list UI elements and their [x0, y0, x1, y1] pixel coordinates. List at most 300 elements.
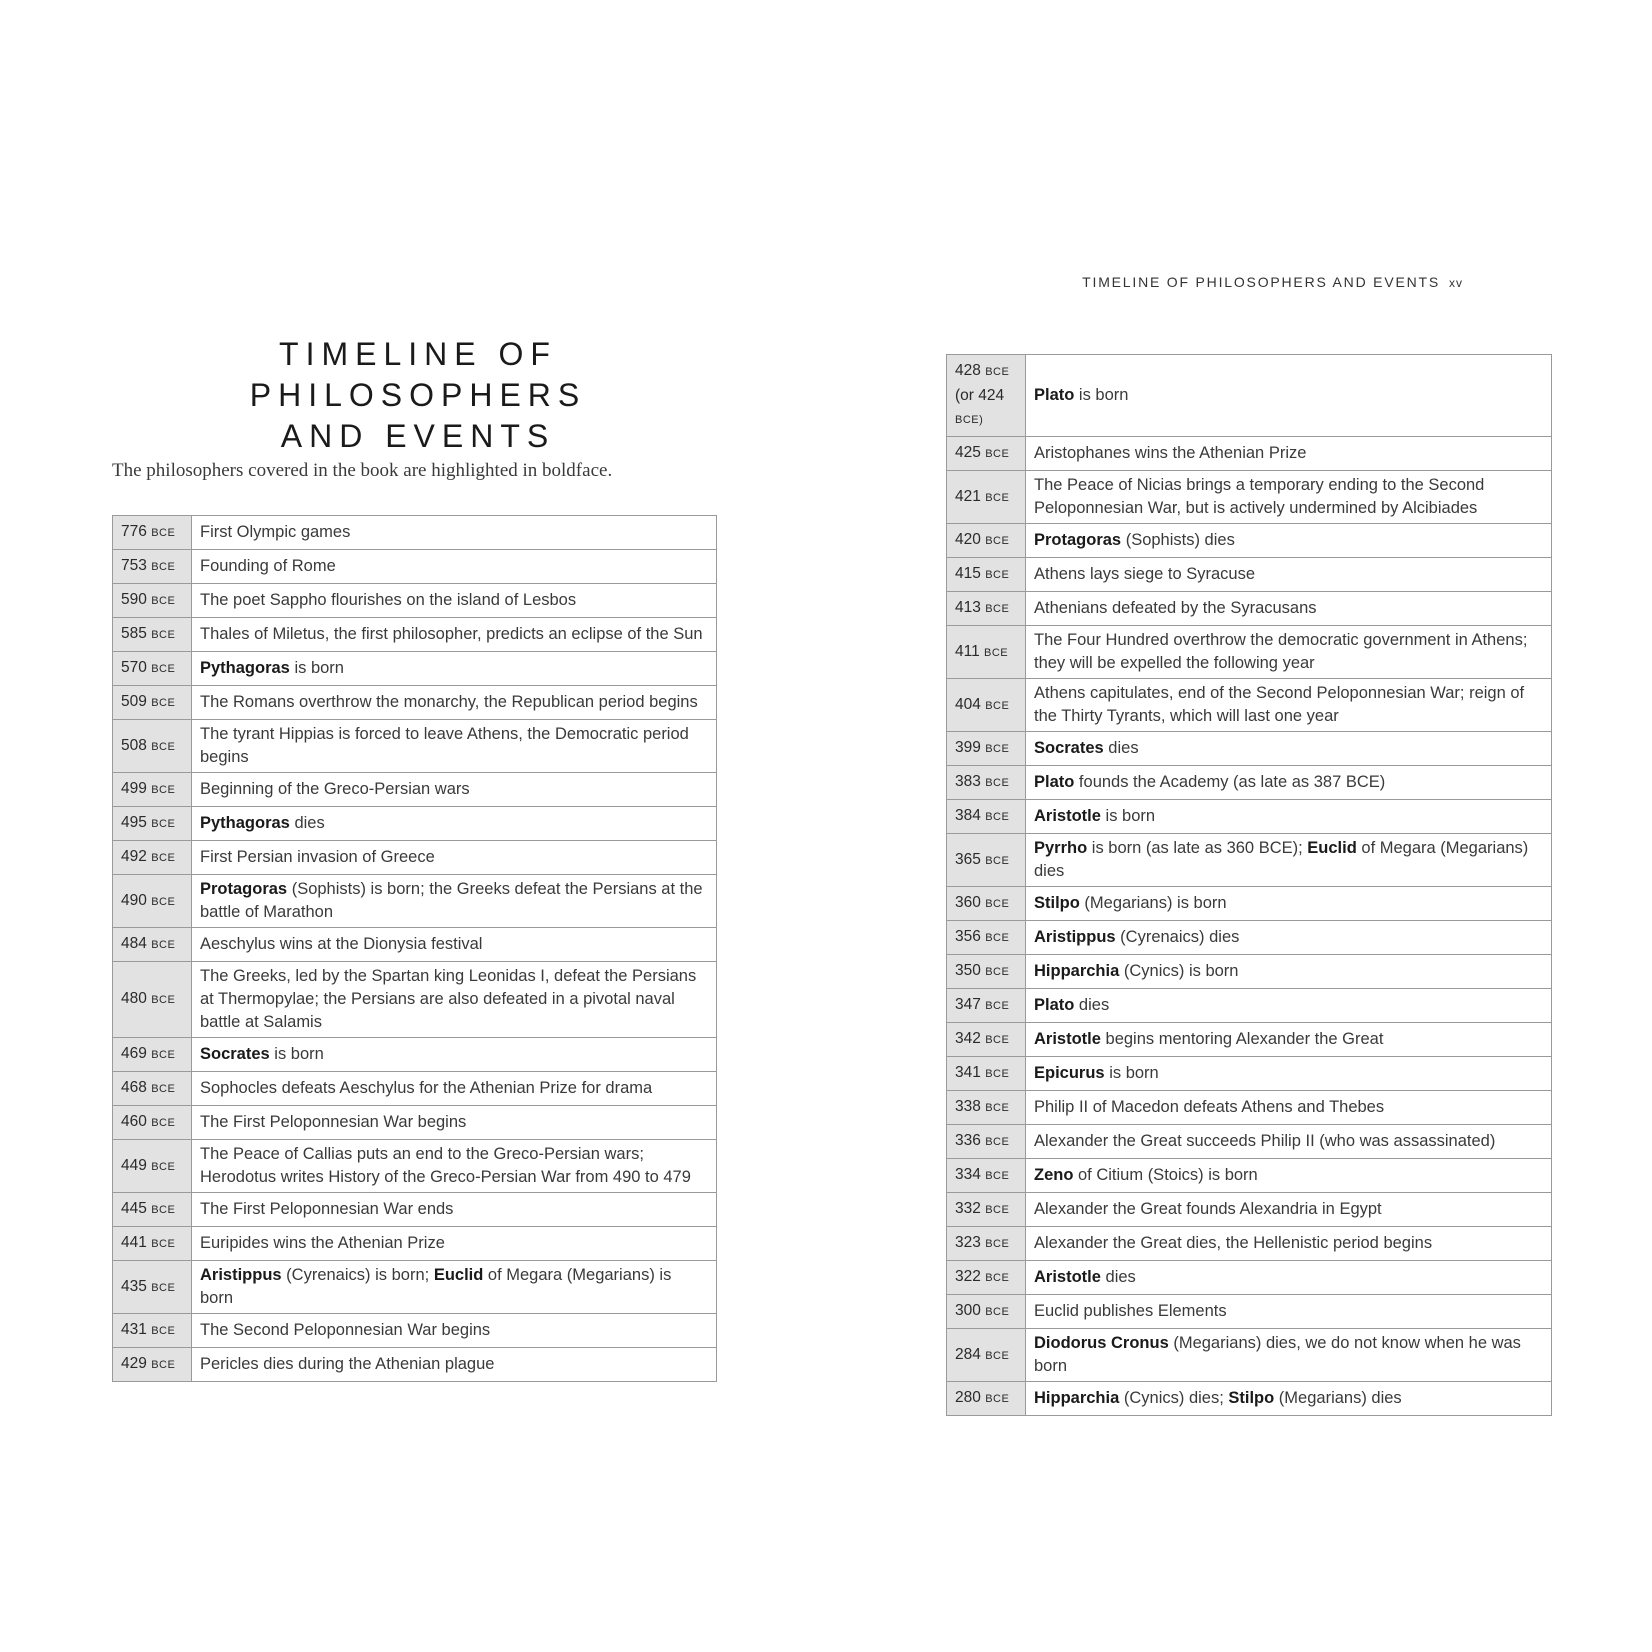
event-text: Alexander the Great succeeds Philip II (who was assassinated) — [1034, 1132, 1496, 1150]
year-cell — [113, 928, 192, 962]
event-cell — [192, 1038, 717, 1072]
table-row — [947, 1193, 1552, 1227]
year-number: 280 — [955, 1389, 981, 1406]
year-number: 490 — [121, 891, 147, 909]
year-number: 336 — [955, 1132, 981, 1149]
era-label: BCE — [151, 895, 176, 908]
event-cell — [1026, 1193, 1552, 1227]
event-cell — [192, 1106, 717, 1140]
event-text: (Megarians) is born — [1079, 894, 1227, 912]
event-cell — [1026, 1057, 1552, 1091]
table-row — [113, 516, 717, 550]
table-row — [947, 1227, 1552, 1261]
event-text: The Peace of Nicias brings a temporary ending to the Second Peloponnesian War, but is actively undermined by Alcibiades — [1034, 476, 1485, 517]
year-cell — [947, 679, 1026, 732]
era-label: BCE — [151, 1359, 176, 1371]
year-cell — [947, 592, 1026, 626]
event-cell — [192, 584, 717, 618]
event-cell — [1026, 558, 1552, 592]
year-cell — [113, 1072, 192, 1106]
era-label: BCE — [151, 1204, 176, 1216]
table-row — [113, 618, 717, 652]
year-cell — [947, 1261, 1026, 1295]
year-number: 468 — [121, 1079, 147, 1096]
year-cell — [947, 626, 1026, 679]
table-row — [113, 1261, 717, 1314]
event-text: (Cyrenaics) is born; — [281, 1266, 434, 1284]
event-text: Pericles dies during the Athenian plague — [200, 1355, 495, 1373]
year-cell — [947, 921, 1026, 955]
era-label: BCE — [985, 535, 1010, 547]
table-row — [113, 1106, 717, 1140]
philosopher-name: Aristippus — [200, 1266, 282, 1284]
event-cell — [1026, 766, 1552, 800]
event-cell — [192, 516, 717, 550]
era-label: BCE — [985, 898, 1010, 910]
timeline-table-right — [946, 354, 1552, 1416]
event-text: Thales of Miletus, the first philosopher, predicts an eclipse of the Sun — [200, 625, 703, 643]
year-number: 404 — [955, 695, 981, 713]
table-row — [113, 841, 717, 875]
era-label: BCE — [985, 448, 1010, 460]
event-text: Beginning of the Greco-Persian wars — [200, 780, 470, 798]
year-number: 415 — [955, 565, 981, 582]
era-label: BCE — [151, 697, 176, 709]
event-cell — [1026, 592, 1552, 626]
year-number: 590 — [121, 591, 147, 608]
year-cell — [947, 355, 1026, 437]
year-number: 338 — [955, 1098, 981, 1115]
event-text: The Second Peloponnesian War begins — [200, 1321, 491, 1339]
era-label: BCE — [151, 561, 176, 573]
philosopher-name: Euclid — [1307, 839, 1357, 857]
year-cell — [947, 1125, 1026, 1159]
year-cell — [947, 1091, 1026, 1125]
year-cell — [947, 887, 1026, 921]
year-number: 509 — [121, 693, 147, 710]
philosopher-name: Hipparchia — [1034, 1389, 1120, 1407]
philosopher-name: Protagoras — [200, 880, 288, 898]
philosopher-name: Zeno — [1034, 1166, 1074, 1184]
table-row — [947, 834, 1552, 887]
year-cell — [947, 1159, 1026, 1193]
year-cell — [947, 989, 1026, 1023]
era-label: BCE — [985, 1393, 1010, 1405]
table-row — [113, 1193, 717, 1227]
event-cell — [192, 1072, 717, 1106]
table-row — [113, 652, 717, 686]
running-head: TIMELINE OF PHILOSOPHERS AND EVENTS — [1082, 274, 1440, 290]
year-number: 356 — [955, 928, 981, 945]
event-cell — [192, 928, 717, 962]
event-cell — [1026, 1091, 1552, 1125]
event-text: Euclid publishes Elements — [1034, 1302, 1227, 1320]
table-row — [113, 550, 717, 584]
year-number: 570 — [121, 659, 147, 676]
event-text: Founding of Rome — [200, 557, 336, 575]
table-row — [947, 437, 1552, 471]
year-cell — [947, 800, 1026, 834]
table-row — [113, 1227, 717, 1261]
year-number: 332 — [955, 1200, 981, 1217]
year-number: 347 — [955, 996, 981, 1013]
table-row — [947, 355, 1552, 437]
event-cell — [192, 875, 717, 928]
year-number: 428 — [955, 362, 981, 379]
event-text: dies — [289, 814, 325, 832]
philosopher-name: Hipparchia — [1034, 962, 1120, 980]
year-cell — [113, 773, 192, 807]
era-label: BCE — [151, 1083, 176, 1095]
year-number: 508 — [121, 736, 147, 754]
year-cell — [113, 1348, 192, 1382]
event-cell — [192, 1193, 717, 1227]
philosopher-name: Aristotle — [1034, 1268, 1101, 1286]
philosopher-name: Plato — [1034, 996, 1075, 1014]
event-cell — [192, 841, 717, 875]
event-cell — [1026, 1261, 1552, 1295]
year-cell — [947, 955, 1026, 989]
table-row — [113, 1348, 717, 1382]
philosopher-name: Socrates — [1034, 739, 1104, 757]
event-cell — [1026, 921, 1552, 955]
year-cell — [947, 437, 1026, 471]
era-label: BCE — [985, 699, 1010, 712]
event-cell — [1026, 1125, 1552, 1159]
event-text: The Peace of Callias puts an end to the Greco-Persian wars; Herodotus writes History of the Greco-Persian War from 490 to 479 — [200, 1145, 691, 1186]
era-label: BCE — [151, 629, 176, 641]
event-text: (Megarians) dies, we do not know when he was born — [1034, 1334, 1521, 1375]
event-cell — [1026, 471, 1552, 524]
event-cell — [1026, 800, 1552, 834]
year-cell — [947, 732, 1026, 766]
event-cell — [192, 773, 717, 807]
intro-text: The philosophers covered in the book are highlighted in boldface. — [112, 460, 613, 481]
year-number: 484 — [121, 935, 147, 952]
event-text: The First Peloponnesian War begins — [200, 1113, 467, 1131]
event-text: Athenians defeated by the Syracusans — [1034, 599, 1317, 617]
event-cell — [1026, 1023, 1552, 1057]
era-label: BCE — [985, 1272, 1010, 1284]
year-cell — [947, 1295, 1026, 1329]
event-cell — [1026, 1227, 1552, 1261]
table-row — [947, 887, 1552, 921]
year-cell — [113, 720, 192, 773]
year-cell — [947, 524, 1026, 558]
year-number: 360 — [955, 894, 981, 911]
event-cell — [1026, 989, 1552, 1023]
philosopher-name: Aristotle — [1034, 807, 1101, 825]
year-number: 460 — [121, 1113, 147, 1130]
table-row — [947, 1159, 1552, 1193]
table-row — [947, 1023, 1552, 1057]
event-text: (Megarians) dies — [1274, 1389, 1402, 1407]
year-number: 284 — [955, 1345, 981, 1363]
year-number: 421 — [955, 487, 981, 505]
event-cell — [1026, 1329, 1552, 1382]
event-cell — [1026, 887, 1552, 921]
era-label: BCE — [151, 939, 176, 951]
year-cell — [113, 875, 192, 928]
year-cell — [113, 1261, 192, 1314]
philosopher-name: Aristippus — [1034, 928, 1116, 946]
year-number: 480 — [121, 990, 147, 1007]
table-row — [113, 773, 717, 807]
year-number: 435 — [121, 1277, 147, 1295]
era-label: BCE — [985, 1102, 1010, 1114]
era-label: BCE — [151, 784, 176, 796]
event-text: The Four Hundred overthrow the democratic government in Athens; they will be expelled the following year — [1034, 631, 1528, 672]
table-row — [947, 1091, 1552, 1125]
philosopher-name: Pythagoras — [200, 659, 290, 677]
table-row — [113, 686, 717, 720]
event-text: is born — [289, 659, 344, 677]
table-row — [947, 524, 1552, 558]
year-number: 441 — [121, 1234, 147, 1251]
era-label: BCE — [985, 966, 1010, 978]
year-number: 469 — [121, 1045, 147, 1062]
event-cell — [1026, 1295, 1552, 1329]
year-number: 445 — [121, 1200, 147, 1217]
era-label: BCE — [151, 595, 176, 607]
table-row — [947, 1261, 1552, 1295]
era-label: BCE — [985, 1170, 1010, 1182]
event-text: (Cynics) dies; — [1119, 1389, 1229, 1407]
table-row — [113, 720, 717, 773]
table-row — [113, 584, 717, 618]
philosopher-name: Socrates — [200, 1045, 270, 1063]
era-label: BCE — [985, 491, 1010, 504]
year-number: 776 — [121, 523, 147, 540]
philosopher-name: Protagoras — [1034, 531, 1122, 549]
event-cell — [1026, 679, 1552, 732]
era-label: BCE — [985, 366, 1010, 378]
year-number: 585 — [121, 625, 147, 642]
event-cell — [1026, 437, 1552, 471]
philosopher-name: Plato — [1034, 773, 1075, 791]
page-title-line-2: AND EVENTS — [280, 418, 556, 454]
event-text: dies — [1074, 996, 1110, 1014]
year-number: 753 — [121, 557, 147, 574]
era-label: BCE — [151, 852, 176, 864]
table-row — [947, 1125, 1552, 1159]
event-cell — [192, 807, 717, 841]
table-row — [113, 1072, 717, 1106]
year-number: 322 — [955, 1268, 981, 1285]
year-number: 492 — [121, 848, 147, 865]
year-cell — [947, 1057, 1026, 1091]
year-number: 300 — [955, 1302, 981, 1319]
era-label: BCE — [985, 1034, 1010, 1046]
era-label: BCE — [151, 663, 176, 675]
event-cell — [1026, 834, 1552, 887]
event-text: Aristophanes wins the Athenian Prize — [1034, 444, 1307, 462]
year-cell — [113, 1038, 192, 1072]
year-number: 425 — [955, 444, 981, 461]
page-title-line-1: TIMELINE OF PHILOSOPHERS — [249, 336, 587, 413]
era-label: BCE — [985, 811, 1010, 823]
event-text: begins mentoring Alexander the Great — [1100, 1030, 1384, 1048]
event-text: Sophocles defeats Aeschylus for the Athenian Prize for drama — [200, 1079, 653, 1097]
event-cell — [1026, 524, 1552, 558]
table-row — [947, 989, 1552, 1023]
year-number: 429 — [121, 1355, 147, 1372]
philosopher-name: Diodorus Cronus — [1034, 1334, 1169, 1352]
year-cell — [113, 841, 192, 875]
timeline-table-left — [112, 515, 717, 1382]
year-cell — [113, 516, 192, 550]
year-number: 323 — [955, 1234, 981, 1251]
year-number: 350 — [955, 962, 981, 979]
philosopher-name: Stilpo — [1228, 1389, 1275, 1407]
event-text: Alexander the Great founds Alexandria in Egypt — [1034, 1200, 1382, 1218]
era-label: BCE — [985, 1000, 1010, 1012]
table-row — [947, 1329, 1552, 1382]
event-text: of Megara (Megarians) dies — [1034, 839, 1529, 880]
year-cell — [947, 1193, 1026, 1227]
event-text: Aeschylus wins at the Dionysia festival — [200, 935, 483, 953]
table-row — [113, 1314, 717, 1348]
event-cell — [192, 1140, 717, 1193]
era-label: BCE — [151, 1049, 176, 1061]
year-number: 365 — [955, 850, 981, 868]
event-cell — [192, 1261, 717, 1314]
year-number: 342 — [955, 1030, 981, 1047]
year-number: 431 — [121, 1321, 147, 1338]
event-cell — [1026, 626, 1552, 679]
era-label: BCE — [985, 603, 1010, 615]
table-row — [947, 921, 1552, 955]
table-row — [113, 875, 717, 928]
era-label: BCE — [151, 1281, 176, 1294]
year-number: 334 — [955, 1166, 981, 1183]
event-text: The First Peloponnesian War ends — [200, 1200, 454, 1218]
era-label: BCE — [151, 1160, 176, 1173]
event-cell — [192, 1348, 717, 1382]
alt-era-label: BCE) — [955, 414, 984, 426]
era-label: BCE — [985, 1068, 1010, 1080]
event-text: is born — [1104, 1064, 1159, 1082]
event-text: The tyrant Hippias is forced to leave Athens, the Democratic period begins — [200, 725, 689, 766]
era-label: BCE — [985, 854, 1010, 867]
year-cell — [947, 1227, 1026, 1261]
table-row — [113, 1038, 717, 1072]
year-number: 413 — [955, 599, 981, 616]
event-text: (Cyrenaics) dies — [1115, 928, 1240, 946]
table-row — [947, 766, 1552, 800]
year-cell — [113, 807, 192, 841]
year-number: 495 — [121, 814, 147, 831]
event-text: dies — [1100, 1268, 1136, 1286]
event-text: (Cynics) is born — [1119, 962, 1239, 980]
philosopher-name: Euclid — [433, 1266, 484, 1284]
table-row — [947, 558, 1552, 592]
event-cell — [192, 618, 717, 652]
event-text: First Persian invasion of Greece — [200, 848, 435, 866]
table-row — [947, 732, 1552, 766]
event-cell — [192, 550, 717, 584]
year-cell — [947, 471, 1026, 524]
event-text: Athens capitulates, end of the Second Peloponnesian War; reign of the Thirty Tyrants, which will last one year — [1034, 684, 1525, 725]
era-label: BCE — [985, 777, 1010, 789]
year-cell — [113, 1106, 192, 1140]
era-label: BCE — [985, 1349, 1010, 1362]
event-cell — [192, 962, 717, 1038]
year-cell — [947, 834, 1026, 887]
era-label: BCE — [151, 994, 176, 1006]
table-row — [113, 807, 717, 841]
table-row — [947, 1382, 1552, 1416]
year-cell — [113, 584, 192, 618]
event-cell — [1026, 355, 1552, 437]
event-cell — [1026, 955, 1552, 989]
year-cell — [113, 1140, 192, 1193]
year-cell — [947, 558, 1026, 592]
event-text: of Citium (Stoics) is born — [1073, 1166, 1258, 1184]
year-number: 411 — [955, 642, 980, 660]
era-label: BCE — [984, 646, 1009, 659]
event-text: The poet Sappho flourishes on the island of Lesbos — [200, 591, 577, 609]
era-label: BCE — [985, 1204, 1010, 1216]
philosopher-name: Pythagoras — [200, 814, 290, 832]
year-number: 384 — [955, 807, 981, 824]
table-row — [947, 626, 1552, 679]
philosopher-name: Epicurus — [1034, 1064, 1105, 1082]
event-cell — [192, 1227, 717, 1261]
era-label: BCE — [151, 740, 176, 753]
table-row — [947, 1057, 1552, 1091]
event-cell — [192, 1314, 717, 1348]
year-cell — [113, 686, 192, 720]
event-text: founds the Academy (as late as 387 BCE) — [1074, 773, 1386, 791]
page-number: xv — [1449, 276, 1463, 290]
year-cell — [947, 1023, 1026, 1057]
event-text: First Olympic games — [200, 523, 351, 541]
page-title — [112, 334, 724, 457]
year-cell — [113, 652, 192, 686]
event-cell — [1026, 1382, 1552, 1416]
year-cell — [113, 550, 192, 584]
event-cell — [192, 720, 717, 773]
era-label: BCE — [151, 1238, 176, 1250]
event-text: Euripides wins the Athenian Prize — [200, 1234, 445, 1252]
table-row — [113, 1140, 717, 1193]
philosopher-name: Pyrrho — [1034, 839, 1088, 857]
right-page — [826, 0, 1652, 1652]
table-row — [113, 928, 717, 962]
event-text: Alexander the Great dies, the Hellenistic period begins — [1034, 1234, 1433, 1252]
event-text: Athens lays siege to Syracuse — [1034, 565, 1256, 583]
year-cell — [113, 1193, 192, 1227]
table-row — [947, 1295, 1552, 1329]
year-number: 341 — [955, 1064, 981, 1081]
year-number: 399 — [955, 739, 981, 756]
event-text: is born — [1074, 386, 1129, 404]
era-label: BCE — [151, 1325, 176, 1337]
philosopher-name: Aristotle — [1034, 1030, 1101, 1048]
year-cell — [947, 1329, 1026, 1382]
event-text: The Romans overthrow the monarchy, the Republican period begins — [200, 693, 698, 711]
table-row — [947, 955, 1552, 989]
alt-year: (or 424 — [955, 387, 1005, 404]
table-row — [947, 471, 1552, 524]
event-text: of Megara (Megarians) is born — [200, 1266, 672, 1307]
year-number: 383 — [955, 773, 981, 790]
era-label: BCE — [985, 743, 1010, 755]
event-cell — [192, 686, 717, 720]
year-number: 449 — [121, 1156, 147, 1174]
table-row — [113, 962, 717, 1038]
